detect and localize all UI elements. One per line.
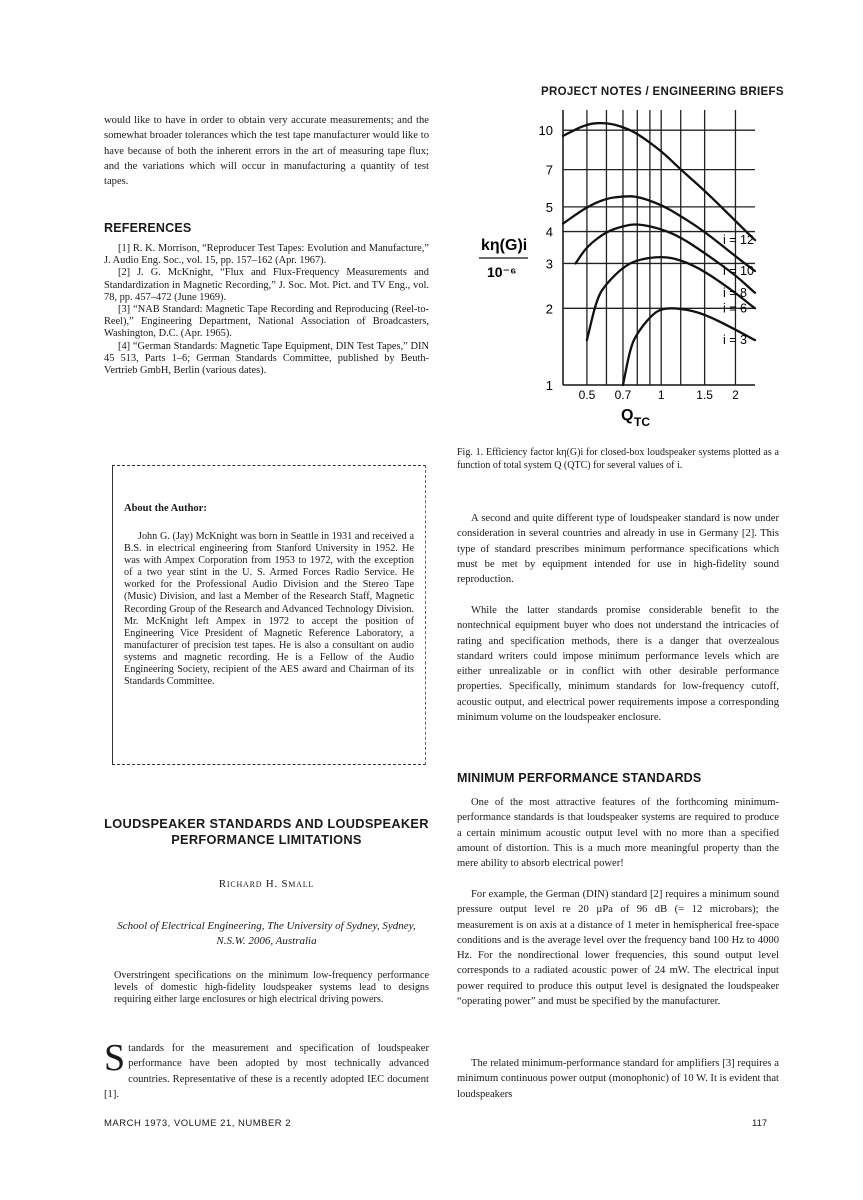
x-axis-label: Q: [621, 407, 634, 424]
abstract: Overstringent specifications on the minimum low-frequency performance levels of domestic high-fidelity loudspeaker systems lead to designs requiring either large enclosures or high electrical driving powers.: [114, 970, 429, 1006]
x-axis-label-subscript: TC: [634, 415, 650, 429]
minimum-performance-heading: MINIMUM PERFORMANCE STANDARDS: [457, 771, 702, 785]
y-axis-label-top: kη(G)i: [481, 237, 528, 254]
figure-caption: Fig. 1. Efficiency factor kη(G)i for closed-box loudspeaker systems plotted as a function of total system Q (QTC) for several values of i.: [457, 447, 779, 471]
about-author-box: [112, 465, 426, 765]
x-tick-label: 2: [732, 388, 739, 402]
right-paragraph-2: While the latter standards promise considerable benefit to the nontechnical equipment buyer who does not understand the intricacies of rating and specification methods, there is a danger that overzealous standard writers could impose minimum performance levels which are either unrealizable or in conflict with other desirable performance properties. Specifically, minimum standards for low-frequency cutoff, acoustic output, and electrical power requirements impose a corresponding minimum volume on the loudspeaker enclosure.: [457, 605, 779, 724]
drop-cap: S: [104, 1037, 126, 1079]
efficiency-chart: [455, 100, 775, 440]
reference-item: [2] J. G. McKnight, “Flux and Flux-Frequency Measurements and Standardization in Magnetic Recording,” J. Soc. Mot. Pict. and TV Eng., vol. 78, pp. 457–472 (June 1969).: [104, 267, 429, 303]
series-curve: [563, 123, 755, 240]
intro-paragraph: would like to have in order to obtain very accurate measurements; and the somewhat broader tolerances which the test tape manufacturer would like to have because of both the inherent errors in the art of measuring tape flux; and the variations which will occur in manufacturing a quantity of test tapes.: [104, 115, 429, 188]
right-paragraph-5: The related minimum-performance standard for amplifiers [3] requires a minimum continuous power output (monophonic) of 10 W. It is evident that loudspeakers: [457, 1058, 779, 1100]
article-title: LOUDSPEAKER STANDARDS AND LOUDSPEAKER PERFORMANCE LIMITATIONS: [104, 816, 429, 847]
about-author-heading: About the Author:: [124, 503, 207, 514]
y-tick-label: 1: [545, 378, 553, 393]
y-tick-label: 10: [538, 123, 553, 139]
reference-item: [1] R. K. Morrison, “Reproducer Test Tapes: Evolution and Manufacture,” J. Audio Eng. Soc., vol. 15, pp. 157–162 (Apr. 1967).: [104, 243, 429, 267]
y-tick-label: 5: [545, 199, 553, 215]
x-tick-label: 0.5: [578, 388, 596, 402]
y-tick-label: 4: [545, 224, 553, 240]
x-tick-label: 1: [657, 388, 665, 402]
series-label: i = 10: [723, 264, 754, 279]
series-label: i = 6: [723, 301, 747, 316]
y-tick-label: 3: [545, 256, 553, 272]
y-axis-label-bottom: 10⁻⁶: [487, 264, 517, 280]
y-tick-label: 2: [545, 301, 553, 317]
right-paragraph-1: A second and quite different type of loudspeaker standard is now under consideration in several countries and already in use in Germany [2]. This type of standard prescribes minimum performance specifications which must be met by equipment intended for use in high-fidelity sound reproduction.: [457, 513, 779, 586]
figure-1: [455, 100, 775, 440]
article-author: Richard H. Small: [218, 878, 315, 890]
tick-layer: [539, 123, 740, 402]
footer-page-number: 117: [752, 1118, 768, 1129]
opening-paragraph: tandards for the measurement and specification of loudspeaker performance have been adopted by most technically advanced countries. Representative of these is a recently adopted IEC document [1].: [104, 1043, 429, 1100]
opening-paragraph-block: [104, 1037, 429, 1102]
series-label: i = 8: [723, 285, 747, 300]
references-list: [104, 243, 429, 377]
author-affiliation: School of Electrical Engineering, The University of Sydney, Sydney, N.S.W. 2006, Australia: [117, 920, 416, 947]
y-tick-label: 7: [545, 162, 553, 178]
reference-item: [3] “NAB Standard: Magnetic Tape Recording and Reproducing (Reel-to-Reel),” Engineering Department, National Association of Broadcasters, Washington, D.C. (Apr. 1965).: [104, 304, 429, 340]
running-head: PROJECT NOTES / ENGINEERING BRIEFS: [541, 86, 784, 98]
series-label: i = 12: [723, 233, 754, 248]
right-paragraph-3: One of the most attractive features of the forthcoming minimum-performance standards is that loudspeaker systems are required to produce a certain minimum acoustic output level with no more than a specified amount of distortion. This is a much more meaningful property than the mere ability to absorb electrical power!: [457, 797, 779, 870]
references-heading: REFERENCES: [104, 221, 192, 235]
about-author-text: John G. (Jay) McKnight was born in Seattle in 1931 and received a B.S. in electrical engineering from Stanford University in 1952. He was with Ampex Corporation from 1953 to 1972, with the exception of a two year stint in the U. S. Armed Forces Radio Service. He worked for the Professional Audio Division and the Stereo Tape (Music) Division, and last a Member of the Research Staff, Magnetic Recording Group of the Research and Advanced Technology Division. Mr. McKnight left Ampex in 1972 to accept the position of Engineering Vice President of Magnetic Reference Laboratory, a manufacturer of precision test tapes. He is also a consultant on audio systems and magnetic recording. He is a Fellow of the Audio Engineering Society, recipient of the AES award and Chairman of its Standards Committee.: [124, 531, 414, 688]
footer-issue: MARCH 1973, VOLUME 21, NUMBER 2: [104, 1118, 292, 1129]
x-tick-label: 1.5: [696, 388, 713, 402]
series-label: i = 3: [723, 333, 747, 348]
reference-item: [4] “German Standards: Magnetic Tape Equipment, DIN Test Tapes,” DIN 45 513, Parts 1–6; German Standards Committee, published by Beuth-Vertrieb GmbH, Berlin (various dates).: [104, 340, 429, 377]
right-paragraph-4: For example, the German (DIN) standard [2] requires a minimum sound pressure output level re 20 µPa of 96 dB (= 12 microbars); the measurement is on axis at a distance of 1 meter in hemispherical free-space conditions and is the average level over the frequency band 100 Hz to 4000 Hz. For the nondirectional lower frequencies, this sound output level corresponds to a radiated acoustic power of 24 mW. The electrical input power required to produce this output level is designated the loudspeaker “operating power” and must be specified by the manufacturer.: [457, 889, 779, 1008]
x-tick-label: 0.7: [614, 388, 632, 402]
